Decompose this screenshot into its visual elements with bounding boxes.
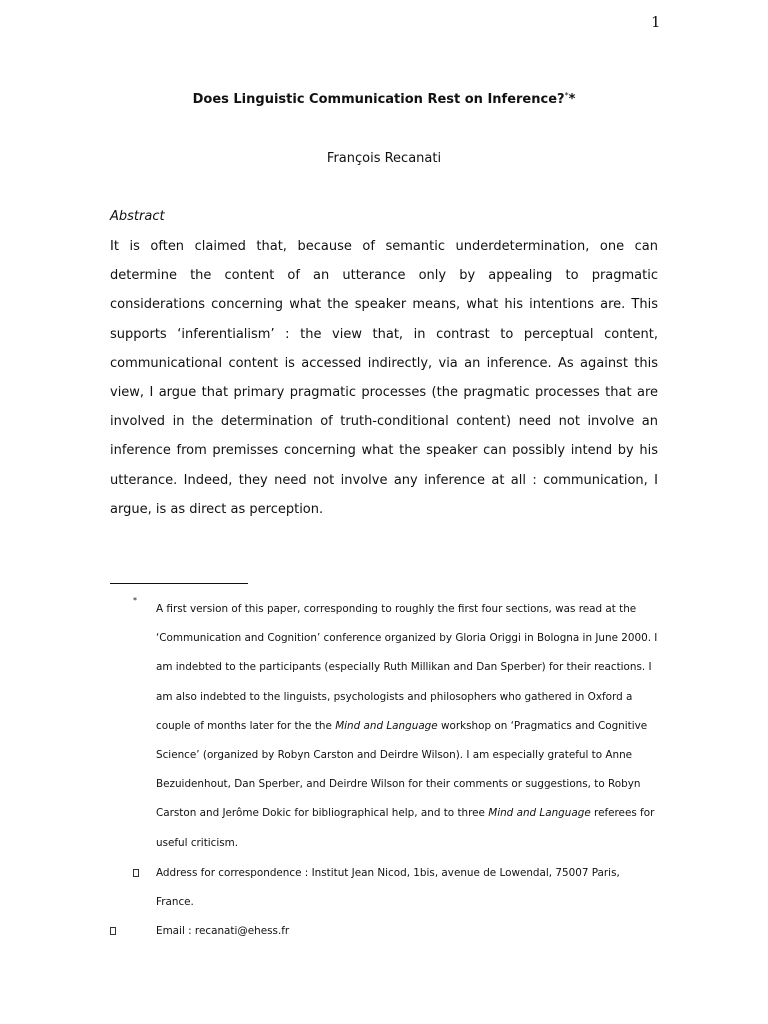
footnote-separator — [110, 583, 248, 584]
title-footnote-marks: * — [564, 91, 569, 100]
footnote-3: Email : recanati@ehess.fr — [156, 925, 290, 937]
footnote-1-marker: * — [133, 596, 137, 605]
footnote-1-text-a: A first version of this paper, corresponding to roughly the first four sections, was read at the ‘Communication and Cognition’ conference organized by Gloria Origgi in Bologna in June 2000. I am indebted to the participants (especially Ruth Millikan and Dan Sperber) for their reactions. I am also indebted to the linguists, psychologists and philosophers who gathered in Oxford a couple of months later for the the — [156, 603, 658, 732]
footnote-2-missing-glyph-icon — [133, 869, 139, 880]
footnote-3-missing-glyph-icon — [110, 927, 116, 938]
page-number: 1 — [651, 13, 661, 31]
author-name: François Recanati — [326, 151, 442, 166]
footnote-1-journal-b: Mind and Language — [488, 807, 591, 820]
footnote-1-text-c: referees for useful criticism. — [156, 807, 655, 849]
abstract-heading: Abstract — [110, 209, 165, 224]
footnote-1-journal-a: Mind and Language — [335, 719, 438, 732]
title-text: Does Linguistic Communication Rest on Inference? — [192, 92, 565, 107]
paper-title — [0, 91, 768, 107]
abstract-body: It is often claimed that, because of semantic underdetermination, one can determine the content of an utterance only by appealing to pragmatic considerations concerning what the speaker means, what his intentions are. This supports ‘inferentialism’ : the view that, in contrast to perceptual content, communicational content is accessed indirectly, via an inference. As against this view, I argue that primary pragmatic processes (the pragmatic processes that are involved in the determination of truth-conditional content) need not involve an inference from premisses concerning what the speaker can possibly intend by his utterance. Indeed, they need not involve any inference at all : communication, I argue, is as direct as perception. — [110, 239, 658, 517]
footnote-2: Address for correspondence : Institut Jean Nicod, 1bis, avenue de Lowendal, 75007 Paris, France. — [156, 867, 620, 909]
footnote-1 — [156, 595, 658, 858]
title-trailing-mark: * — [568, 92, 576, 107]
footnote-1-text-b: workshop on ‘Pragmatics and Cognitive Science’ (organized by Robyn Carston and Deirdre Wilson). I am especially grateful to Anne Bezuidenhout, Dan Sperber, and Deirdre Wilson for their comments or suggestions, to Robyn Carston and Jerôme Dokic for bibliographical help, and to three — [156, 719, 648, 820]
